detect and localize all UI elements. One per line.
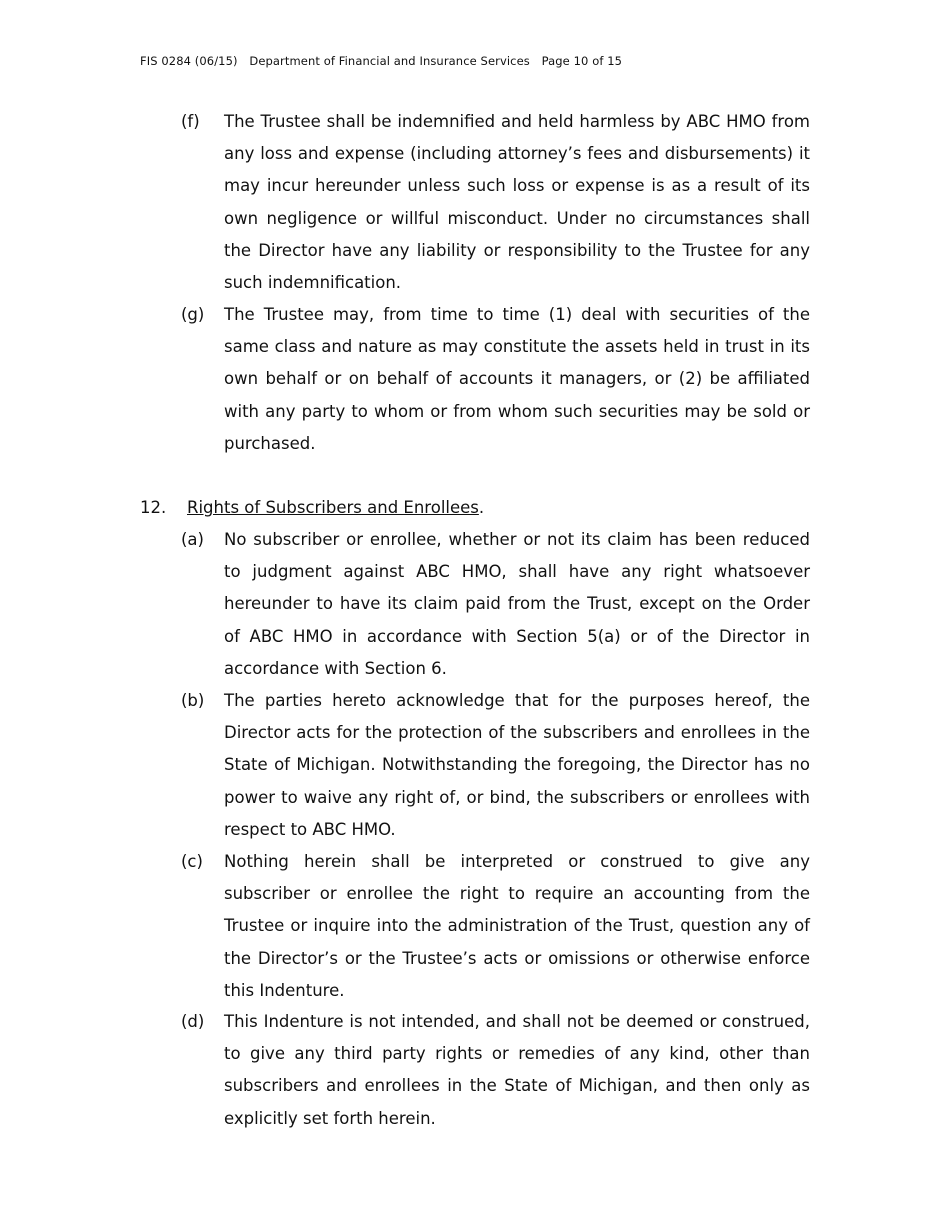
clause-label: (g)	[181, 305, 205, 324]
department-name: Department of Financial and Insurance Services	[249, 54, 530, 68]
clause-c	[140, 846, 810, 1007]
clause-text: The Trustee may, from time to time (1) deal with securities of the same class and nature as may constitute the assets held in trust in its own behalf or on behalf of accounts it managers, or (2) be affiliated with any party to whom or from whom such securities may be sold or purchased.	[224, 305, 810, 453]
clause-label: (f)	[181, 112, 200, 131]
section-title: Rights of Subscribers and Enrollees	[187, 498, 479, 517]
clause-d	[140, 1006, 810, 1135]
clause-a	[140, 524, 810, 685]
section-12-heading	[140, 492, 484, 524]
clause-label: (d)	[181, 1012, 205, 1031]
clause-label: (b)	[181, 691, 205, 710]
clause-b	[140, 685, 810, 846]
section-title-period: .	[478, 498, 485, 517]
page-header	[140, 54, 630, 68]
form-number: FIS 0284 (06/15)	[140, 54, 238, 68]
clause-g	[140, 299, 810, 460]
page-number: Page 10 of 15	[541, 54, 623, 68]
clause-text: The Trustee shall be indemnified and held harmless by ABC HMO from any loss and expense (including attorney’s fees and disbursements) it may incur hereunder unless such loss or expense is as a result of its own negligence or willful misconduct. Under no circumstances shall the Director have any liability or responsibility to the Trustee for any such indemnification.	[224, 112, 810, 293]
section-number: 12.	[140, 498, 167, 517]
document-body	[140, 106, 810, 1146]
clause-text: No subscriber or enrollee, whether or not its claim has been reduced to judgment against ABC HMO, shall have any right whatsoever hereunder to have its claim paid from the Trust, except on the Order of ABC HMO in accordance with Section 5(a) or of the Director in accordance with Section 6.	[224, 530, 810, 678]
clause-text: Nothing herein shall be interpreted or construed to give any subscriber or enrollee the right to require an accounting from the Trustee or inquire into the administration of the Trust, question any of the Director’s or the Trustee’s acts or omissions or otherwise enforce this Indenture.	[224, 852, 810, 1000]
clause-f	[140, 106, 810, 299]
clause-text: This Indenture is not intended, and shall not be deemed or construed, to give any third party rights or remedies of any kind, other than subscribers and enrollees in the State of Michigan, and then only as explicitly set forth herein.	[224, 1012, 810, 1128]
clause-text: The parties hereto acknowledge that for the purposes hereof, the Director acts for the protection of the subscribers and enrollees in the State of Michigan. Notwithstanding the foregoing, the Director has no power to waive any right of, or bind, the subscribers or enrollees with respect to ABC HMO.	[224, 691, 810, 839]
clause-label: (a)	[181, 530, 204, 549]
clause-label: (c)	[181, 852, 203, 871]
